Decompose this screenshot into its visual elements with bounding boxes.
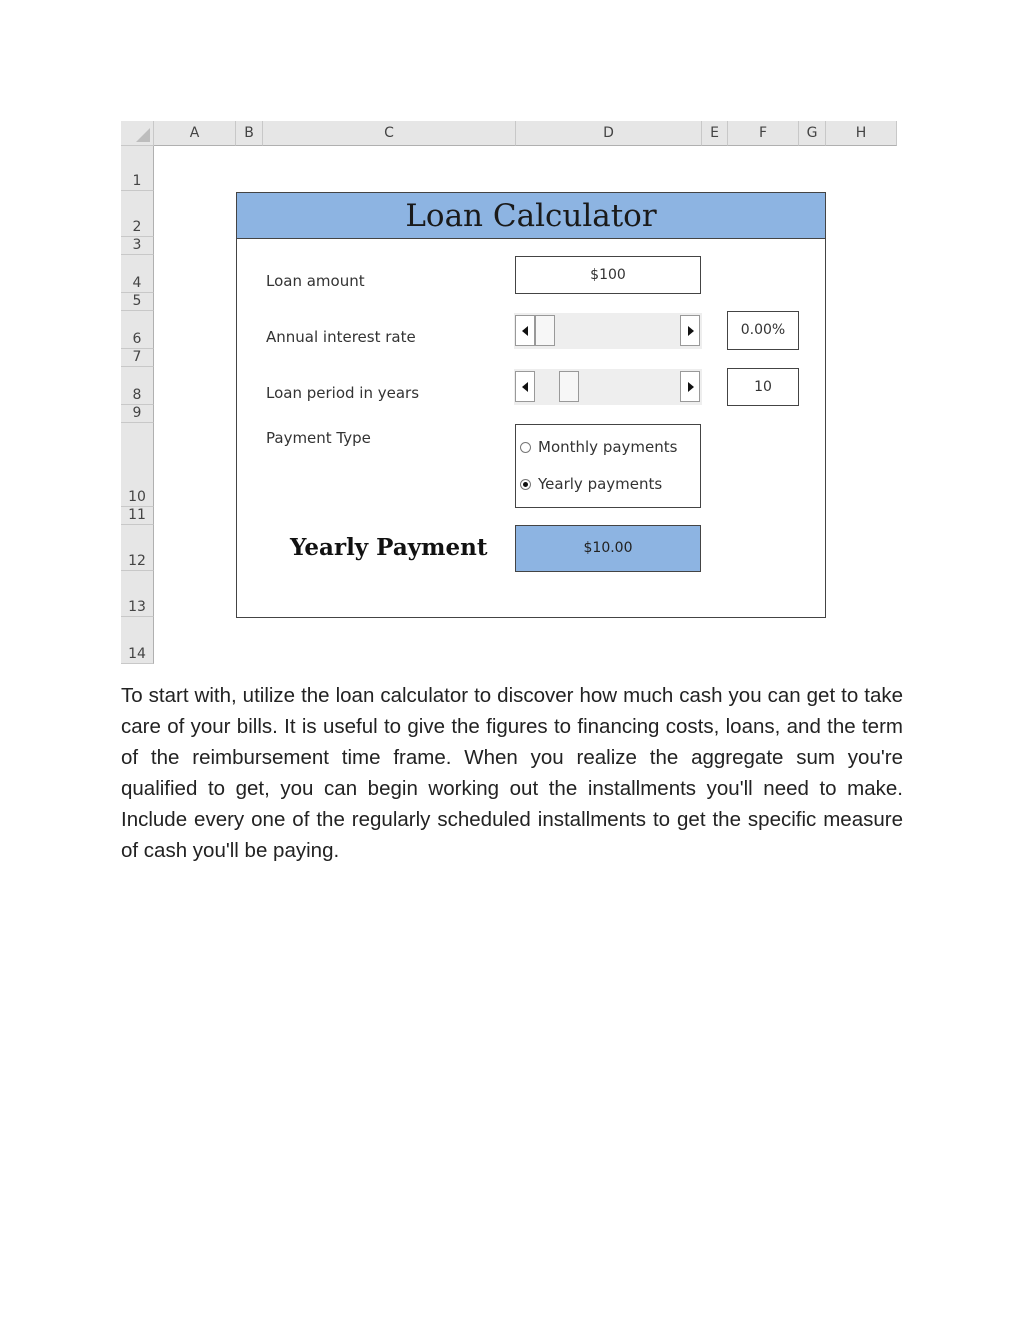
loan-period-value: 10 — [727, 368, 799, 406]
row-header-9[interactable]: 9 — [121, 405, 154, 423]
row-header-13[interactable]: 13 — [121, 571, 154, 617]
interest-rate-value: 0.00% — [727, 311, 799, 350]
row-header-11[interactable]: 11 — [121, 507, 154, 525]
interest-rate-label: Annual interest rate — [266, 328, 416, 346]
radio-selected-icon[interactable] — [520, 479, 531, 490]
row-header-14[interactable]: 14 — [121, 617, 154, 664]
interest-rate-scrollbar[interactable] — [514, 313, 702, 349]
period-scroll-right-button[interactable] — [680, 371, 700, 402]
row-header-8[interactable]: 8 — [121, 367, 154, 405]
column-header-b[interactable]: B — [236, 121, 263, 146]
row-header-1[interactable]: 1 — [121, 146, 154, 191]
column-header-d[interactable]: D — [516, 121, 702, 146]
yearly-payment-label: Yearly Payment — [290, 534, 488, 561]
arrow-right-icon — [688, 326, 694, 336]
payment-type-group — [515, 424, 701, 508]
period-scroll-left-button[interactable] — [515, 371, 535, 402]
row-header-6[interactable]: 6 — [121, 311, 154, 349]
row-header-10[interactable]: 10 — [121, 423, 154, 507]
column-header-c[interactable]: C — [263, 121, 516, 146]
column-header-a[interactable]: A — [154, 121, 236, 146]
row-header-2[interactable]: 2 — [121, 191, 154, 237]
body-paragraph: To start with, utilize the loan calculator to discover how much cash you can get to take care of your bills. It is useful to give the figures to financing costs, loans, and the term of the reimbursement time frame. When you realize the aggregate sum you're qualified to get, you can begin working out the installments you'll need to make. Include every one of the regularly scheduled installments to get the specific measure of cash you'll be paying. — [121, 684, 903, 862]
arrow-left-icon — [522, 326, 528, 336]
monthly-payments-option[interactable] — [520, 438, 677, 456]
loan-period-label: Loan period in years — [266, 384, 420, 402]
radio-unselected-icon[interactable] — [520, 442, 531, 453]
yearly-payments-label: Yearly payments — [538, 475, 663, 493]
period-scroll-thumb[interactable] — [559, 371, 579, 402]
loan-period-scrollbar[interactable] — [514, 369, 702, 405]
monthly-payments-label: Monthly payments — [538, 438, 678, 456]
loan-amount-field[interactable]: $100 — [515, 256, 701, 294]
loan-amount-label: Loan amount — [266, 272, 365, 290]
calculator-title: Loan Calculator — [237, 193, 825, 239]
row-header-5[interactable]: 5 — [121, 293, 154, 311]
row-header-4[interactable]: 4 — [121, 255, 154, 293]
arrow-right-icon — [688, 382, 694, 392]
yearly-payments-option[interactable] — [520, 475, 662, 493]
column-header-h[interactable]: H — [826, 121, 897, 146]
arrow-left-icon — [522, 382, 528, 392]
column-header-e[interactable]: E — [702, 121, 728, 146]
row-header-12[interactable]: 12 — [121, 525, 154, 571]
row-header-7[interactable]: 7 — [121, 349, 154, 367]
interest-scroll-left-button[interactable] — [515, 315, 535, 346]
column-header-g[interactable]: G — [799, 121, 826, 146]
yearly-payment-value: $10.00 — [515, 525, 701, 572]
column-header-f[interactable]: F — [728, 121, 799, 146]
payment-type-label: Payment Type — [266, 429, 371, 447]
select-all-corner[interactable] — [121, 121, 154, 146]
interest-scroll-thumb[interactable] — [535, 315, 555, 346]
row-header-3[interactable]: 3 — [121, 237, 154, 255]
interest-scroll-right-button[interactable] — [680, 315, 700, 346]
